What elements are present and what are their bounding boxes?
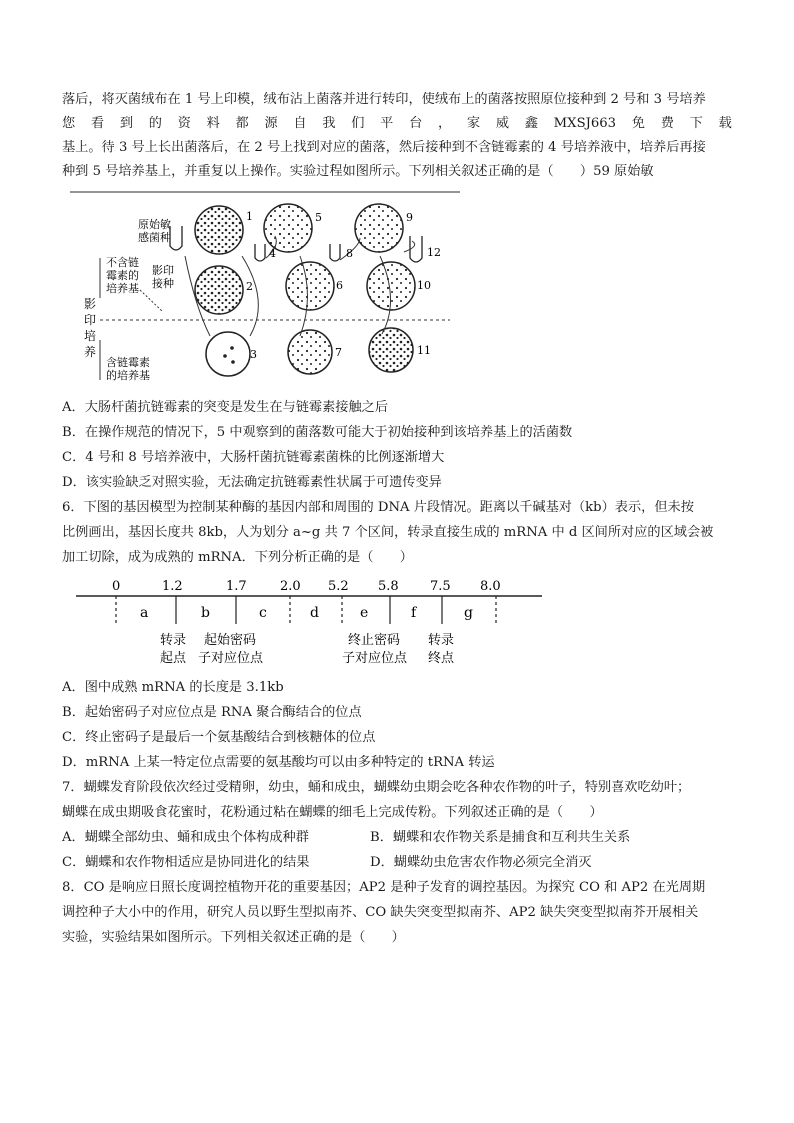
watermark-char: 资 (177, 116, 191, 131)
label-no-strep-1: 不含链 (106, 256, 139, 269)
plate-2 (195, 266, 243, 314)
watermark-char: 的 (148, 116, 162, 131)
watermark-char: 自 (293, 116, 307, 131)
label-original-strain-1: 原始敏 (138, 218, 171, 231)
scale-5-8: 5.8 (378, 579, 399, 594)
scale-1-2: 1.2 (162, 579, 183, 594)
gene-model-figure (70, 572, 560, 672)
q8-stem-1: 8．CO 是响应日照长度调控植物开花的重要基因；AP2 是种子发育的调控基因。为探究 CO 和 AP2 在光周期 (62, 880, 706, 895)
watermark-char: 到 (119, 116, 134, 131)
label-with-strep-2: 的培养基 (106, 369, 150, 382)
segment-c: c (259, 605, 267, 621)
segment-b: b (201, 605, 210, 621)
q5-text-line-4: 种到 5 号培养基上，并重复以上操作。实验过程如图所示。下列相关叙述正确的是（ ）59 原始敏 (62, 164, 654, 179)
tube-12 (410, 236, 422, 262)
tube-4 (255, 244, 265, 261)
q6-option-c: C．终止密码子是最后一个氨基酸结合到核糖体的位点 (62, 730, 376, 745)
q5-text-line-3: 基上。待 3 号上长出菌落后，在 2 号上找到对应的菌落，然后接种到不含链霉素的 4 号培养液中，培养后再接 (62, 140, 706, 155)
label-shadow-3: 培 (84, 329, 97, 343)
q7-stem-2: 蝴蝶在成虫期吸食花蜜时，花粉通过粘在蝴蝶的细毛上完成传粉。下列叙述正确的是（ ） (62, 805, 603, 820)
label-start-codon-2: 子对应位点 (198, 651, 264, 666)
q6-stem-1: 6．下图的基因模型为控制某种酶的基因内部和周围的 DNA 片段情况。距离以千碱基对（kb）表示，但未按 (62, 500, 694, 515)
scale-5-2: 5.2 (328, 579, 349, 594)
segment-a: a (140, 605, 149, 621)
q6-option-b: B．起始密码子对应位点是 RNA 聚合酶结合的位点 (62, 705, 362, 720)
plate-num-1: 1 (246, 210, 253, 223)
plate-num-5: 5 (315, 211, 322, 224)
q5-text-line-1: 落后，将灭菌绒布在 1 号上印模，绒布沾上菌落并进行转印，使绒布上的菌落按照原位接种到 2 号和 3 号培养 (62, 92, 706, 107)
plate-1 (195, 206, 243, 254)
q7-stem-1: 7．蝴蝶发育阶段依次经过受精卵，幼虫，蛹和成虫，蝴蝶幼虫期会吃各种农作物的叶子，特别喜欢吃幼叶； (62, 780, 691, 795)
tube-original (170, 226, 182, 250)
plate-num-8: 8 (346, 247, 353, 260)
q8-stem-2: 调控种子大小中的作用，研究人员以野生型拟南芥、CO 缺失突变型拟南芥、AP2 缺失突变型拟南芥开展相关 (62, 905, 699, 920)
watermark-line (62, 114, 732, 134)
scale-7-5: 7.5 (430, 579, 451, 594)
plate-num-7: 7 (335, 346, 342, 359)
q5-option-d: D．该实验缺乏对照实验，无法确定抗链霉素性状属于可遗传变异 (62, 475, 442, 490)
plate-3 (206, 332, 250, 376)
q5-option-c: C．4 号和 8 号培养液中，大肠杆菌抗链霉素菌株的比例逐渐增大 (62, 450, 445, 465)
watermark-char: MXSJ663 (553, 116, 617, 131)
q8-stem-3: 实验，实验结果如图所示。下列相关叙述正确的是（ ） (62, 930, 405, 945)
scale-8-0: 8.0 (480, 579, 501, 594)
watermark-char: 载 (718, 116, 732, 131)
label-tx-end-2: 终点 (428, 651, 455, 666)
plate-11 (369, 328, 413, 372)
segment-f: f (411, 605, 417, 621)
q7-option-c: C．蝴蝶和农作物相适应是协同进化的结果 (62, 855, 310, 870)
watermark-char: 看 (90, 116, 105, 131)
label-start-codon-1: 起始密码 (204, 633, 257, 648)
plate-5 (264, 204, 312, 252)
label-shadow-2: 印 (84, 313, 97, 327)
q5-option-a: A．大肠杆菌抗链霉素的突变是发生在与链霉素接触之后 (62, 400, 389, 415)
q5-option-b: B．在操作规范的情况下，5 中观察到的菌落数可能大于初始接种到该培养基上的活菌数 (62, 425, 573, 440)
watermark-char: 们 (351, 116, 365, 131)
plate-num-4: 4 (269, 247, 276, 260)
label-tx-start-2: 起点 (160, 651, 187, 666)
scale-2-0: 2.0 (280, 579, 301, 594)
plate-num-6: 6 (336, 279, 343, 292)
plate-10 (367, 262, 415, 310)
watermark-char: 都 (235, 116, 249, 131)
no-strep-pointer (140, 290, 162, 311)
segment-d: d (310, 605, 319, 621)
label-shadow-4: 养 (84, 345, 97, 359)
scale-1-7: 1.7 (226, 579, 247, 594)
plate-num-11: 11 (417, 344, 431, 357)
watermark-char: 我 (322, 116, 336, 131)
segment-g: g (464, 605, 473, 621)
watermark-char: 威 (495, 116, 510, 131)
watermark-char: 台 (409, 116, 423, 131)
watermark-char: ， (437, 116, 452, 131)
watermark-char: 您 (62, 116, 76, 131)
label-original-strain-2: 感菌种 (138, 231, 171, 244)
q6-option-d: D．mRNA 上某一特定位点需要的氨基酸均可以由多种特定的 tRNA 转运 (62, 755, 495, 770)
plate-num-3: 3 (250, 348, 257, 361)
q6-stem-2: 比例画出，基因长度共 8kb，人为划分 a~g 共 7 个区间，转录直接生成的 mRNA 中 d 区间所对应的区域会被 (62, 525, 714, 540)
q7-option-b: B．蝴蝶和农作物关系是捕食和互利共生关系 (370, 830, 631, 845)
q7-option-a: A．蝴蝶全部幼虫、蛹和成虫个体构成种群 (62, 830, 309, 845)
plate-9 (355, 204, 403, 252)
label-shadow-1: 影 (84, 297, 97, 311)
watermark-char: 费 (660, 116, 674, 131)
label-replica-2: 接种 (152, 277, 174, 290)
label-no-strep-3: 培养基 (106, 282, 139, 295)
replica-plating-figure (70, 186, 460, 388)
watermark-char: 家 (466, 116, 481, 131)
label-no-strep-2: 霉素的 (106, 269, 139, 282)
plate-num-10: 10 (417, 279, 431, 292)
plate-num-2: 2 (246, 280, 253, 293)
plate-num-12: 12 (427, 246, 441, 259)
plate-7 (288, 330, 332, 374)
segment-e: e (360, 605, 369, 621)
scale-0: 0 (112, 579, 121, 594)
label-tx-end-1: 转录 (428, 633, 455, 648)
plate-num-9: 9 (406, 211, 413, 224)
watermark-char: 平 (380, 116, 394, 131)
label-replica-1: 影印 (152, 264, 174, 277)
plate-6 (286, 262, 334, 310)
q7-option-d: D．蝴蝶幼虫危害农作物必须完全消灭 (370, 855, 592, 870)
watermark-char: 料 (206, 116, 220, 131)
watermark-char: 源 (264, 116, 278, 131)
label-stop-codon-1: 终止密码 (348, 633, 401, 648)
label-with-strep-1: 含链霉素 (106, 356, 150, 369)
q6-stem-3: 加工切除，成为成熟的 mRNA．下列分析正确的是（ ） (62, 550, 413, 565)
label-stop-codon-2: 子对应位点 (342, 651, 408, 666)
watermark-char: 鑫 (524, 116, 538, 131)
watermark-char: 免 (631, 116, 645, 131)
label-tx-start-1: 转录 (160, 633, 187, 648)
q6-option-a: A．图中成熟 mRNA 的长度是 3.1kb (62, 680, 284, 695)
tube-8 (330, 244, 340, 261)
watermark-char: 下 (689, 116, 703, 131)
